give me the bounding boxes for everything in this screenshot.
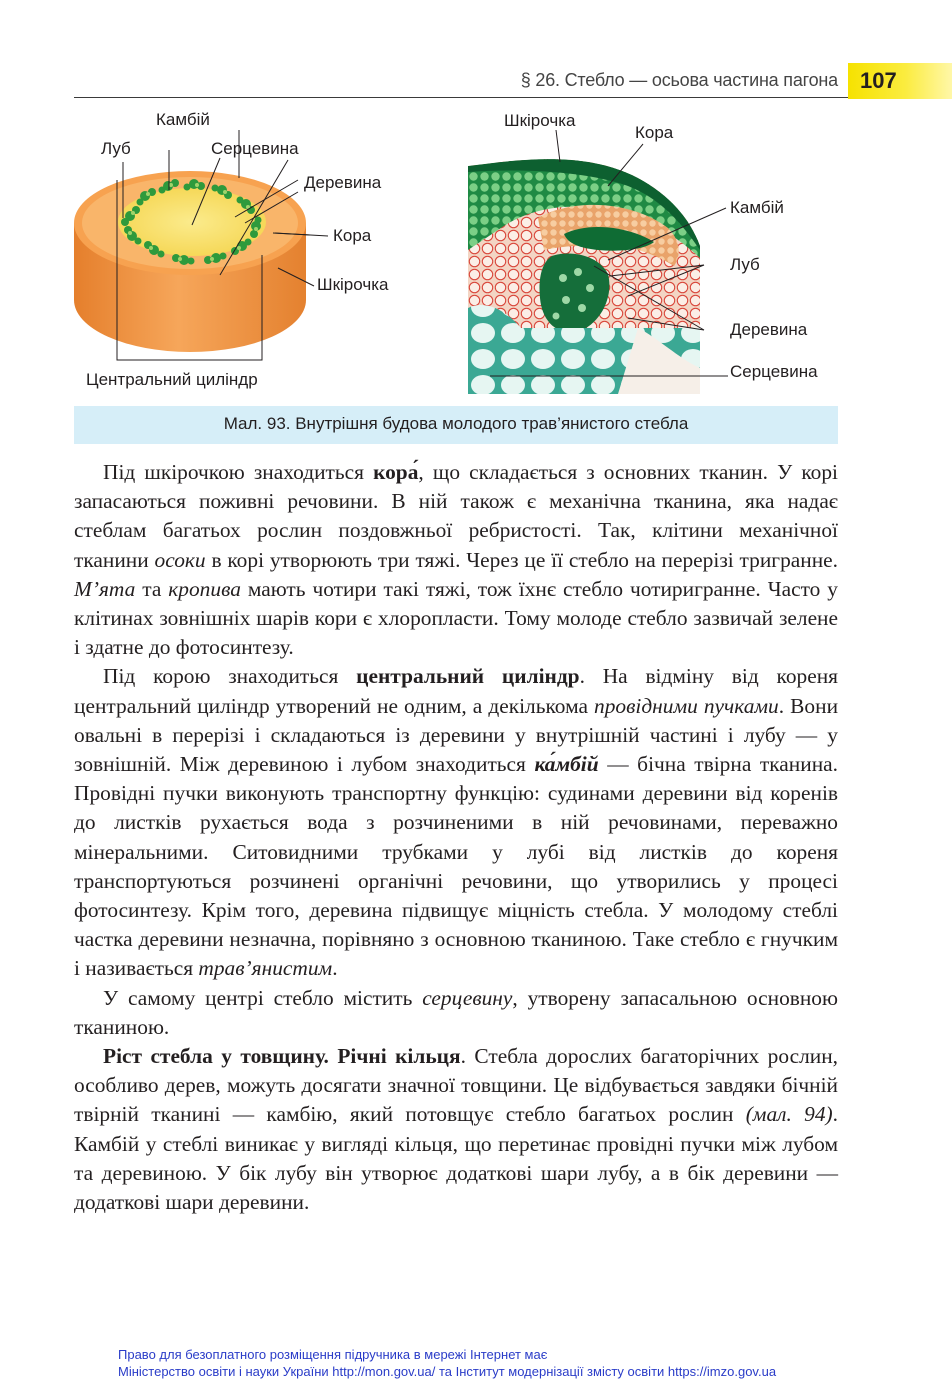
term-kropyva: кропива: [168, 576, 241, 601]
term-herbaceous: трав’янистим: [198, 956, 333, 981]
paragraph-pith: [74, 984, 838, 1042]
text-run: . Камбій у стеблі виникає у вигляді кільця, що перетинає провідні пучки між лубом та деревиною. У бік лубу він утворює додаткові шари лубу, а в бік деревини — додаткові шари деревини.: [74, 1102, 838, 1215]
text-run: . Стебла дорослих багаторічних рослин, особливо дерев, можуть досягати значної товщини. Це відбувається завдяки бічній твірній тканині — камбію, який потовщує стебло багатьох рослин: [74, 1044, 838, 1127]
text-run: — бічна твірна тканина. Провідні пучки виконують транспортну функцію: судинами деревини від коренів до листків рухається вода з розчиненими в ній речовинами, переважно мінеральними. Ситовидними трубками у лубі від листків до кореня транспортуються розчинені органічні речовини, що утворились у процесі фотосинтезу. Крім того, деревина підвищує міцність стебла. У молодому стеблі частка деревини незначна, порівняно з основною тканиною. Таке стебло є гнучким і називається: [74, 752, 838, 981]
figure-caption: Мал. 93. Внутрішня будова молодого трав’янистого стебла: [223, 414, 689, 433]
section-heading-growth: Ріст стебла у товщину. Річні кільця: [103, 1044, 461, 1069]
text-run: .: [332, 956, 338, 981]
text-run: мають чотири такі тяжі, тож їхнє стебло чотиригранне. Часто у клітинах зовнішніх шарів кори є хлоропласти. Тому молоде стебло зазвичай зелене і здатне до фотосинтезу.: [74, 576, 838, 660]
paragraph-kora: [74, 458, 838, 662]
label-kora-right: Кора: [635, 123, 674, 142]
text-run: , утворену запасальною основною тканиною.: [74, 985, 838, 1039]
term-sercevyna: серцевину: [422, 985, 513, 1010]
paragraph-growth: [74, 1042, 838, 1217]
left-leader-lines: [70, 100, 330, 300]
label-derevyna-right: Деревина: [730, 320, 808, 339]
label-central-cylinder: Центральний циліндр: [86, 370, 258, 389]
text-run: . Вони овальні в перерізі і складаються із деревини у внутрішній частині і лубу — у зовнішній. Між деревиною і лубом знаходиться: [74, 693, 839, 777]
term-kora: кора́: [373, 460, 419, 484]
text-run: У самому центрі стебло містить: [103, 985, 423, 1010]
text-run: , що складається з основних тканин. У корі запасаються поживні речовини. В ній також є механічна тканина, яка надає стеблам багатьох рослин поздовжньої ребристості. Так, клітини механічної тканини: [74, 460, 838, 572]
label-shkirochka-right: Шкірочка: [504, 111, 576, 130]
footer-notice: [118, 1346, 776, 1380]
label-kambiy-left: Камбій: [156, 110, 210, 129]
body-text: [74, 458, 838, 1217]
term-central-cylinder: центральний циліндр: [356, 664, 580, 689]
figure-reference: (мал. 94): [745, 1102, 833, 1127]
footer-line-2: Міністерство освіти і науки України http://mon.gov.ua/ та Інститут модернізації змісту освіти https://imzo.gov.ua: [118, 1364, 777, 1379]
label-kambiy-right: Камбій: [730, 198, 784, 217]
text-run: Під корою знаходиться: [103, 664, 357, 689]
label-sercevyna-right: Серцевина: [730, 362, 818, 381]
label-lub-left: Луб: [101, 139, 131, 158]
term-myata: М’ята: [74, 576, 136, 601]
label-shkirochka-left: Шкірочка: [317, 275, 389, 294]
text-run: . На відміну від кореня центральний циліндр утворений не одним, а декількома: [74, 664, 838, 718]
running-title: § 26. Стебло — осьова частина пагона: [520, 70, 838, 90]
page-number: 107: [860, 68, 897, 93]
term-conducting-bundles: провідними пучками: [594, 693, 779, 718]
label-lub-right: Луб: [730, 255, 760, 274]
footer-line-1: Право для безоплатного розміщення підручника в мережі Інтернет має: [118, 1347, 548, 1362]
text-run: та: [135, 576, 169, 601]
text-run: Під шкірочкою знаходиться: [103, 460, 374, 484]
paragraph-central-cylinder: [74, 662, 838, 983]
label-kora-left: Кора: [333, 226, 372, 245]
right-leader-lines: [468, 100, 738, 390]
text-run: в корі утворюють три тяжі. Через це її стебло на перерізі тригранне.: [205, 547, 838, 572]
label-derevyna-left: Деревина: [304, 173, 382, 192]
term-osoka: осоки: [154, 547, 206, 572]
term-kambiy: ка́мбій: [534, 752, 599, 777]
header-rule: [74, 97, 848, 98]
label-sercevyna-left: Серцевина: [211, 139, 299, 158]
